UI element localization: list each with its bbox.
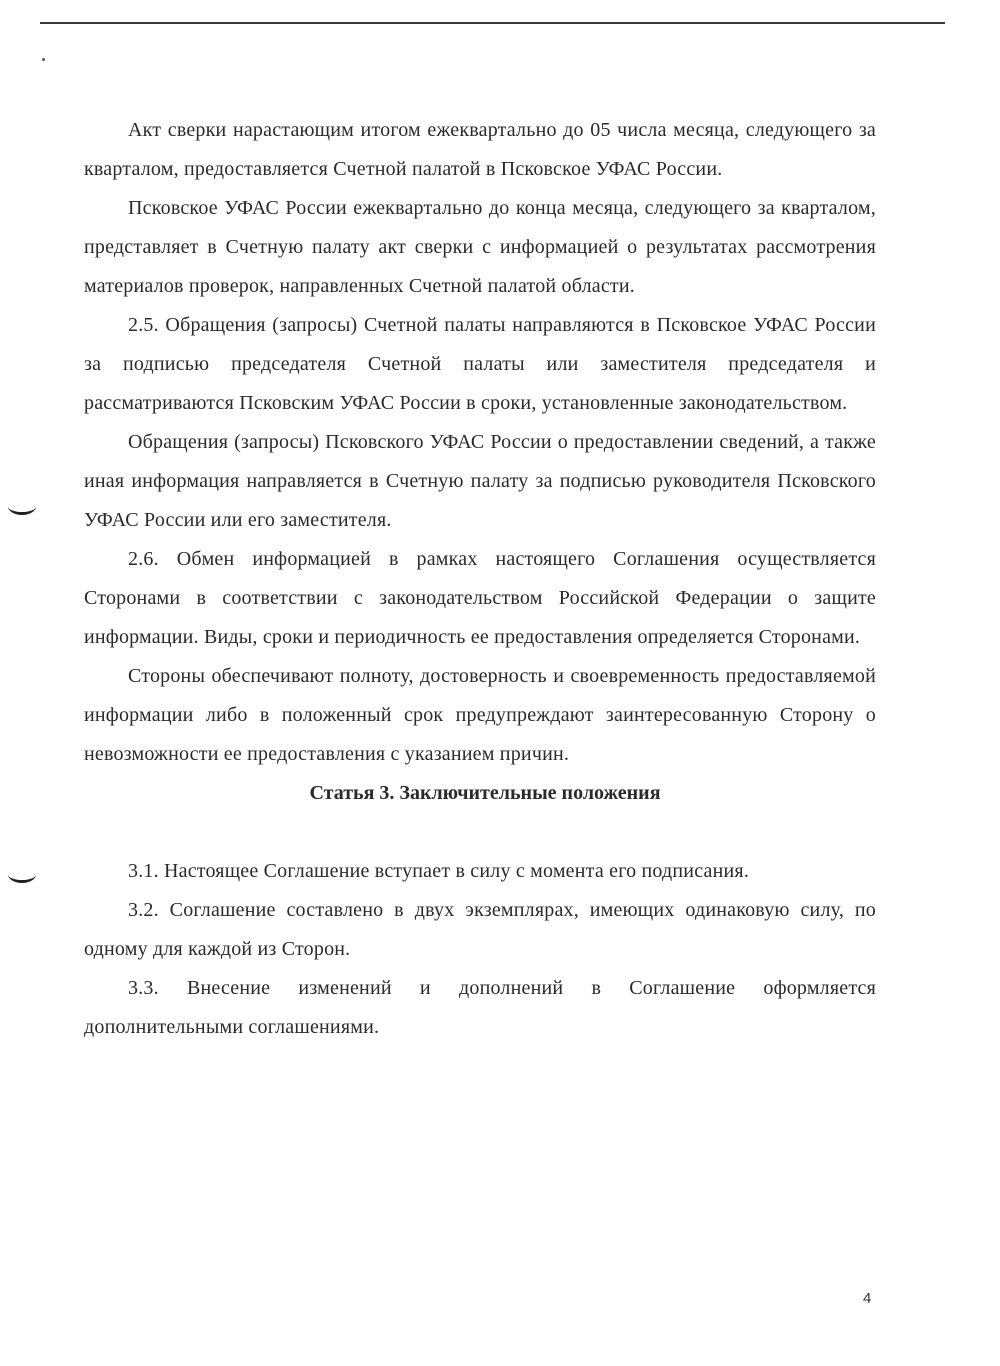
paragraph-clause-3-1: 3.1. Настоящее Соглашение вступает в силу с момента его подписания. [128, 860, 750, 882]
paragraph-ufas-quarterly-report: Псковское УФАС России ежеквартально до конца месяца, следующего за кварталом, представляет в Счетную палату акт сверки с информацией о результатах рассмотрения материалов проверок, направленных Счетной палатой области. [84, 197, 876, 297]
paragraph-clause-2-6: 2.6. Обмен информацией в рамках настоящего Соглашения осуществляется Сторонами в соответствии с законодательством Российской Федерации о защите информации. Виды, сроки и периодичность ее предоставления определяется Сторонами. [84, 548, 876, 648]
paragraph-clause-2-5: 2.5. Обращения (запросы) Счетной палаты направляются в Псковское УФАС России за подписью председателя Счетной палаты или заместителя председателя и рассматриваются Псковским УФАС России в сроки, установленные законодательством. [84, 314, 876, 414]
heading-spacer [84, 813, 876, 852]
paragraph-clause-3-3: 3.3. Внесение изменений и дополнений в Соглашение оформляется дополнительными соглашениями. [84, 977, 876, 1038]
paragraph-reconciliation-act: Акт сверки нарастающим итогом ежеквартально до 05 числа месяца, следующего за кварталом, предоставляется Счетной палатой в Псковское УФАС России. [84, 119, 876, 180]
scan-top-border-line [40, 22, 945, 24]
page-number: 4 [863, 1290, 872, 1307]
section-heading-article-3: Статья 3. Заключительные положения [309, 782, 661, 804]
binder-hole-mark [8, 498, 36, 515]
paragraph-ufas-requests: Обращения (запросы) Псковского УФАС России о предоставлении сведений, а также иная информация направляется в Счетную палату за подписью руководителя Псковского УФАС России или его заместителя. [84, 431, 876, 531]
scan-speck [42, 58, 45, 61]
paragraph-parties-obligations: Стороны обеспечивают полноту, достоверность и своевременность предоставляемой информации либо в положенный срок предупреждают заинтересованную Сторону о невозможности ее предоставления с указанием причин. [84, 665, 876, 765]
paragraph-clause-3-2: 3.2. Соглашение составлено в двух экземплярах, имеющих одинаковую силу, по одному для каждой из Сторон. [84, 899, 876, 960]
document-page [84, 111, 876, 1047]
binder-hole-mark [8, 866, 36, 883]
